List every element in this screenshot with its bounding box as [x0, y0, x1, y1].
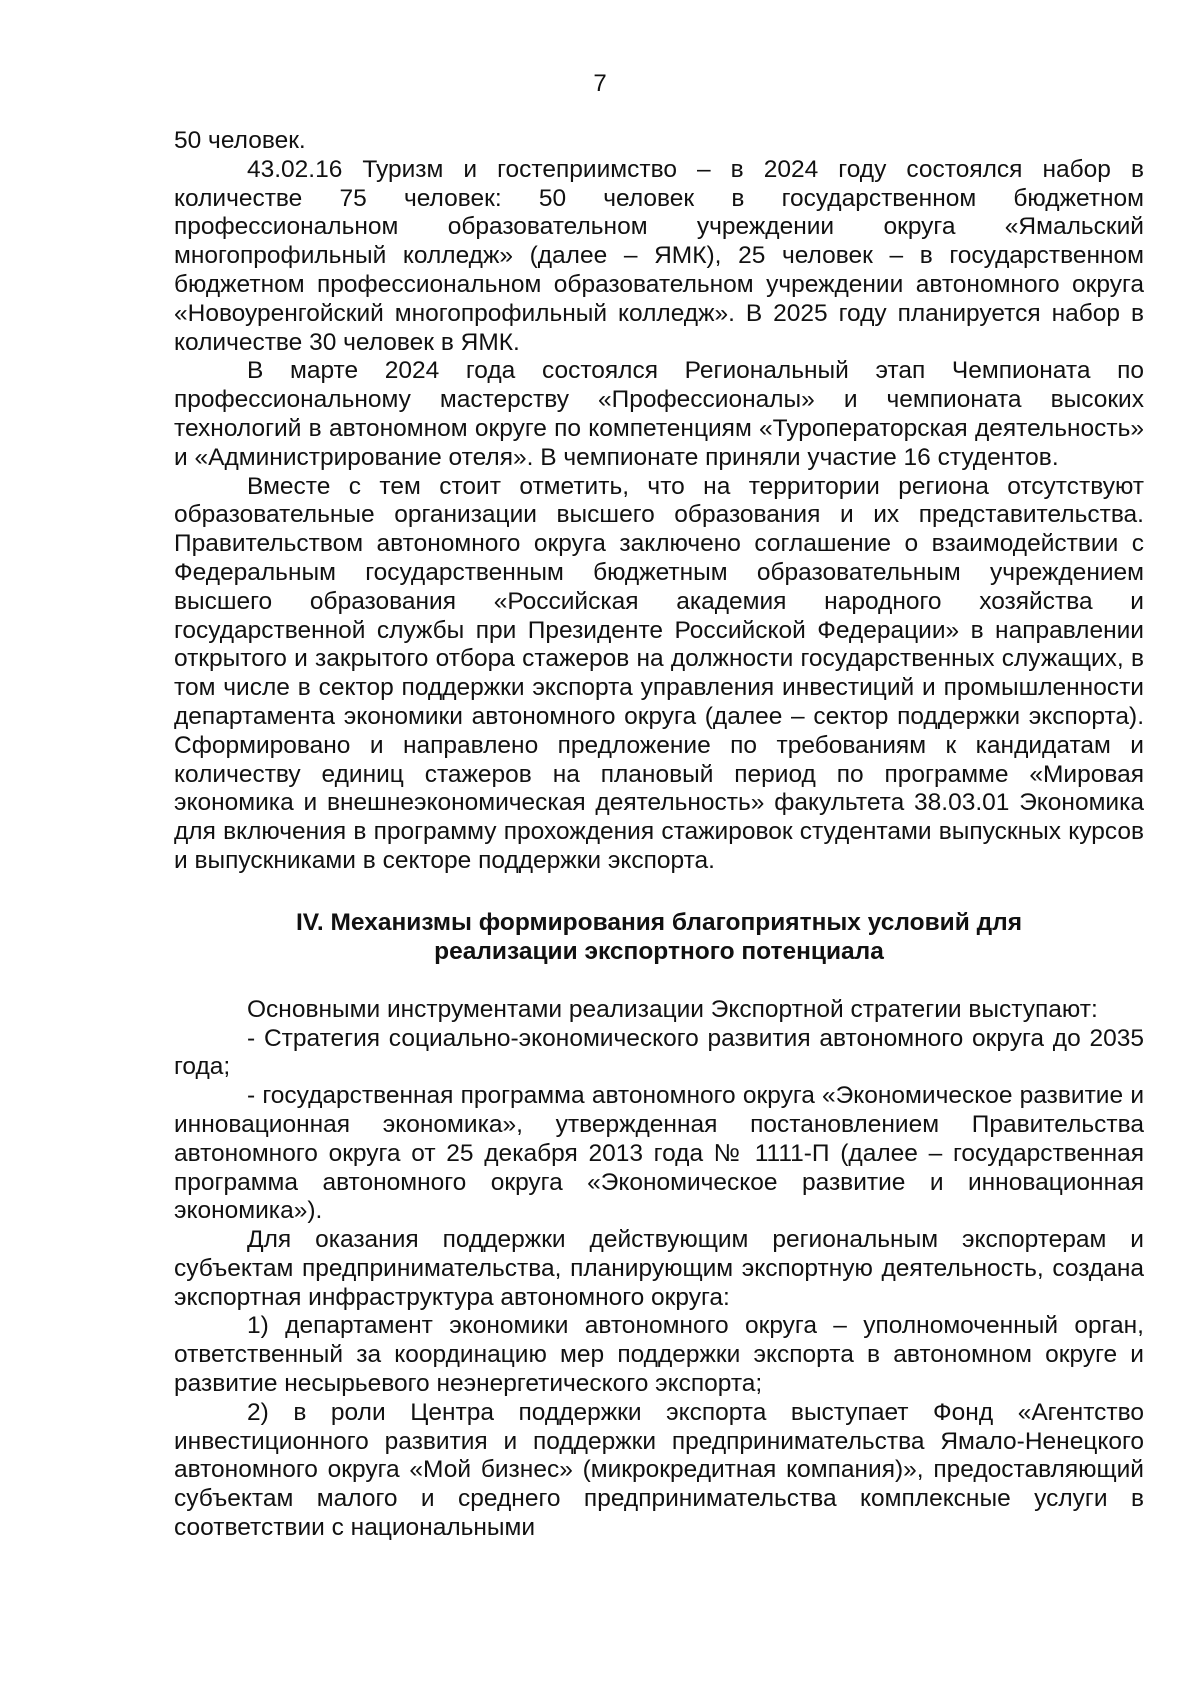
paragraph-strategy-item: - Стратегия социально-экономического развития автономного округа до 2035 года;: [174, 1024, 1144, 1081]
section-heading-line-2: реализации экспортного потенциала: [434, 937, 884, 965]
paragraph-championship: В марте 2024 года состоялся Региональный этап Чемпионата по профессиональному мастерству «Профессионалы» и чемпионата высоких технологий в автономном округе по компетенциям «Туроператорская деятельность» и «Администрирование отеля». В чемпионате приняли участие 16 студентов.: [174, 357, 1144, 471]
paragraph-department-item: 1) департамент экономики автономного округа – уполномоченный орган, ответственный за координацию мер поддержки экспорта в автономном округе и развитие несырьевого неэнергетического экспорта;: [174, 1312, 1144, 1398]
paragraph-state-program-item: - государственная программа автономного округа «Экономическое развитие и инновационная экономика», утвержденная постановлением Правительства автономного округа от 25 декабря 2013 года № 1111-П (далее – государственная программа автономного округа «Экономическое развитие и инновационная экономика»).: [174, 1082, 1144, 1225]
paragraph-export-center-item: 2) в роли Центра поддержки экспорта выступает Фонд «Агентство инвестиционного развития и поддержки предпринимательства Ямало-Ненецкого автономного округа «Мой бизнес» (микрокредитная компания)», предоставляющий субъектам малого и среднего предпринимательства комплексные услуги в соответствии с национальными: [174, 1398, 1144, 1542]
paragraph-instruments-intro: Основными инструментами реализации Экспортной стратегии выступают:: [247, 995, 1098, 1023]
paragraph-continuation: 50 человек.: [174, 127, 306, 154]
paragraph-tourism-enrollment: 43.02.16 Туризм и гостеприимство – в 2024 году состоялся набор в количестве 75 человек: 50 человек в государственном бюджетном профессиональном образовательном учреждении округа «Ямальский многопрофильный колледж» (далее – ЯМК), 25 человек – в государственном бюджетном профессиональном образовательном учреждении автономного округа «Новоуренгойский многопрофильный колледж». В 2025 году планируется набор в количестве 30 человек в ЯМК.: [174, 155, 1144, 356]
document-body: [174, 127, 1144, 1543]
section-heading: [174, 908, 1144, 966]
paragraph-higher-education: Вместе с тем стоит отметить, что на территории региона отсутствуют образовательные организации высшего образования и их представительства. Правительством автономного округа заключено соглашение о взаимодействии с Федеральным государственным бюджетным образовательным учреждением высшего образования «Российская академия народного хозяйства и государственной службы при Президенте Российской Федерации» в направлении открытого и закрытого отбора стажеров на должности государственных служащих, в том числе в сектор поддержки экспорта управления инвестиций и промышленности департамента экономики автономного округа (далее – сектор поддержки экспорта). Сформировано и направлено предложение по требованиям к кандидатам и количеству единиц стажеров на плановый период по программе «Мировая экономика и внешнеэкономическая деятельность» факультета 38.03.01 Экономика для включения в программу прохождения стажировок студентами выпускных курсов и выпускниками в секторе поддержки экспорта.: [174, 472, 1144, 874]
section-heading-line-1: IV. Механизмы формирования благоприятных условий для: [295, 908, 1022, 936]
page-number: 7: [593, 70, 607, 97]
paragraph-infrastructure-intro: Для оказания поддержки действующим региональным экспортерам и субъектам предпринимательства, планирующим экспортную деятельность, создана экспортная инфраструктура автономного округа:: [174, 1226, 1144, 1311]
